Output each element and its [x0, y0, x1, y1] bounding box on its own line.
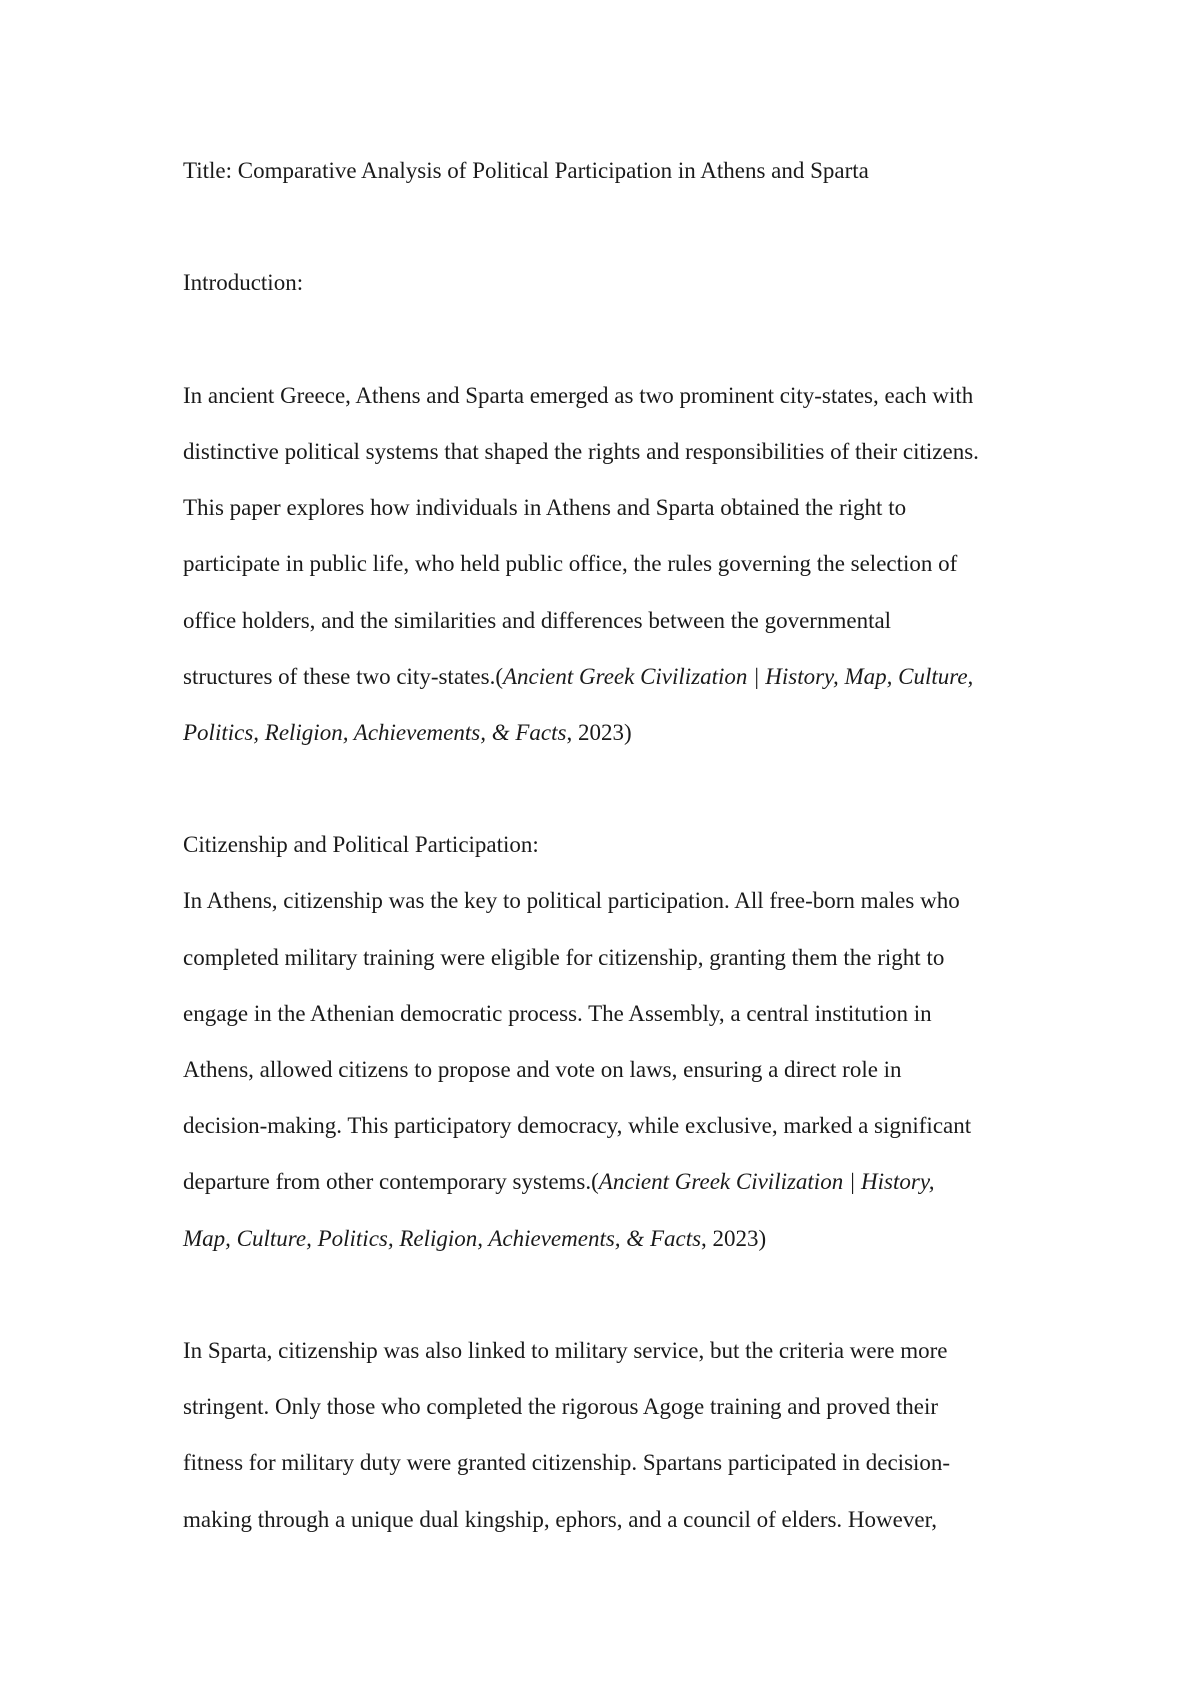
athens-line: completed military training were eligible for citizenship, granting them the right to — [183, 944, 945, 970]
citizenship-heading: Citizenship and Political Participation: — [183, 832, 539, 858]
blank-line — [183, 761, 1043, 817]
athens-citation-line — [183, 1211, 1043, 1267]
blank-line — [183, 1267, 1043, 1323]
intro-citation-line — [183, 649, 1043, 705]
blank-line — [183, 312, 1043, 368]
sparta-line: fitness for military duty were granted citizenship. Spartans participated in decision- — [183, 1450, 951, 1476]
intro-line: participate in public life, who held public office, the rules governing the selection of — [183, 551, 958, 577]
intro-citation-line — [183, 705, 1043, 761]
introduction-heading: Introduction: — [183, 270, 304, 296]
intro-line: This paper explores how individuals in Athens and Sparta obtained the right to — [183, 495, 907, 521]
intro-line: In ancient Greece, Athens and Sparta emerged as two prominent city-states, each with — [183, 382, 974, 408]
document-body — [183, 143, 1043, 1548]
sparta-line: In Sparta, citizenship was also linked to military service, but the criteria were more — [183, 1337, 948, 1363]
athens-citation-source: Ancient Greek Civilization | History, — [598, 1169, 935, 1195]
athens-line: decision-making. This participatory democracy, while exclusive, marked a significant — [183, 1113, 972, 1139]
intro-citation-source-cont: Politics, Religion, Achievements, & Facts — [183, 719, 567, 745]
blank-line — [183, 199, 1043, 255]
athens-citation-source-cont: Map, Culture, Politics, Religion, Achievements, & Facts — [183, 1225, 702, 1251]
sparta-line: stringent. Only those who completed the rigorous Agoge training and proved their — [183, 1394, 939, 1420]
athens-line: engage in the Athenian democratic process. The Assembly, a central institution in — [183, 1000, 932, 1026]
intro-citation-year: , 2023) — [566, 719, 632, 745]
athens-citation-year: , 2023) — [701, 1225, 767, 1251]
intro-citation-source: Ancient Greek Civilization | History, Map, Culture, — [503, 663, 974, 689]
athens-citation-line — [183, 1154, 1043, 1210]
athens-line: In Athens, citizenship was the key to political participation. All free-born males who — [183, 888, 960, 914]
document-title: Title: Comparative Analysis of Political Participation in Athens and Sparta — [183, 158, 869, 183]
athens-line: Athens, allowed citizens to propose and vote on laws, ensuring a direct role in — [183, 1057, 902, 1082]
intro-text-fragment: structures of these two city-states.( — [183, 663, 503, 689]
sparta-line: making through a unique dual kingship, ephors, and a council of elders. However, — [183, 1506, 938, 1532]
athens-text-fragment: departure from other contemporary systems.( — [183, 1169, 599, 1195]
intro-line: office holders, and the similarities and differences between the governmental — [183, 607, 892, 633]
intro-line: distinctive political systems that shaped the rights and responsibilities of their citizens. — [183, 438, 979, 464]
